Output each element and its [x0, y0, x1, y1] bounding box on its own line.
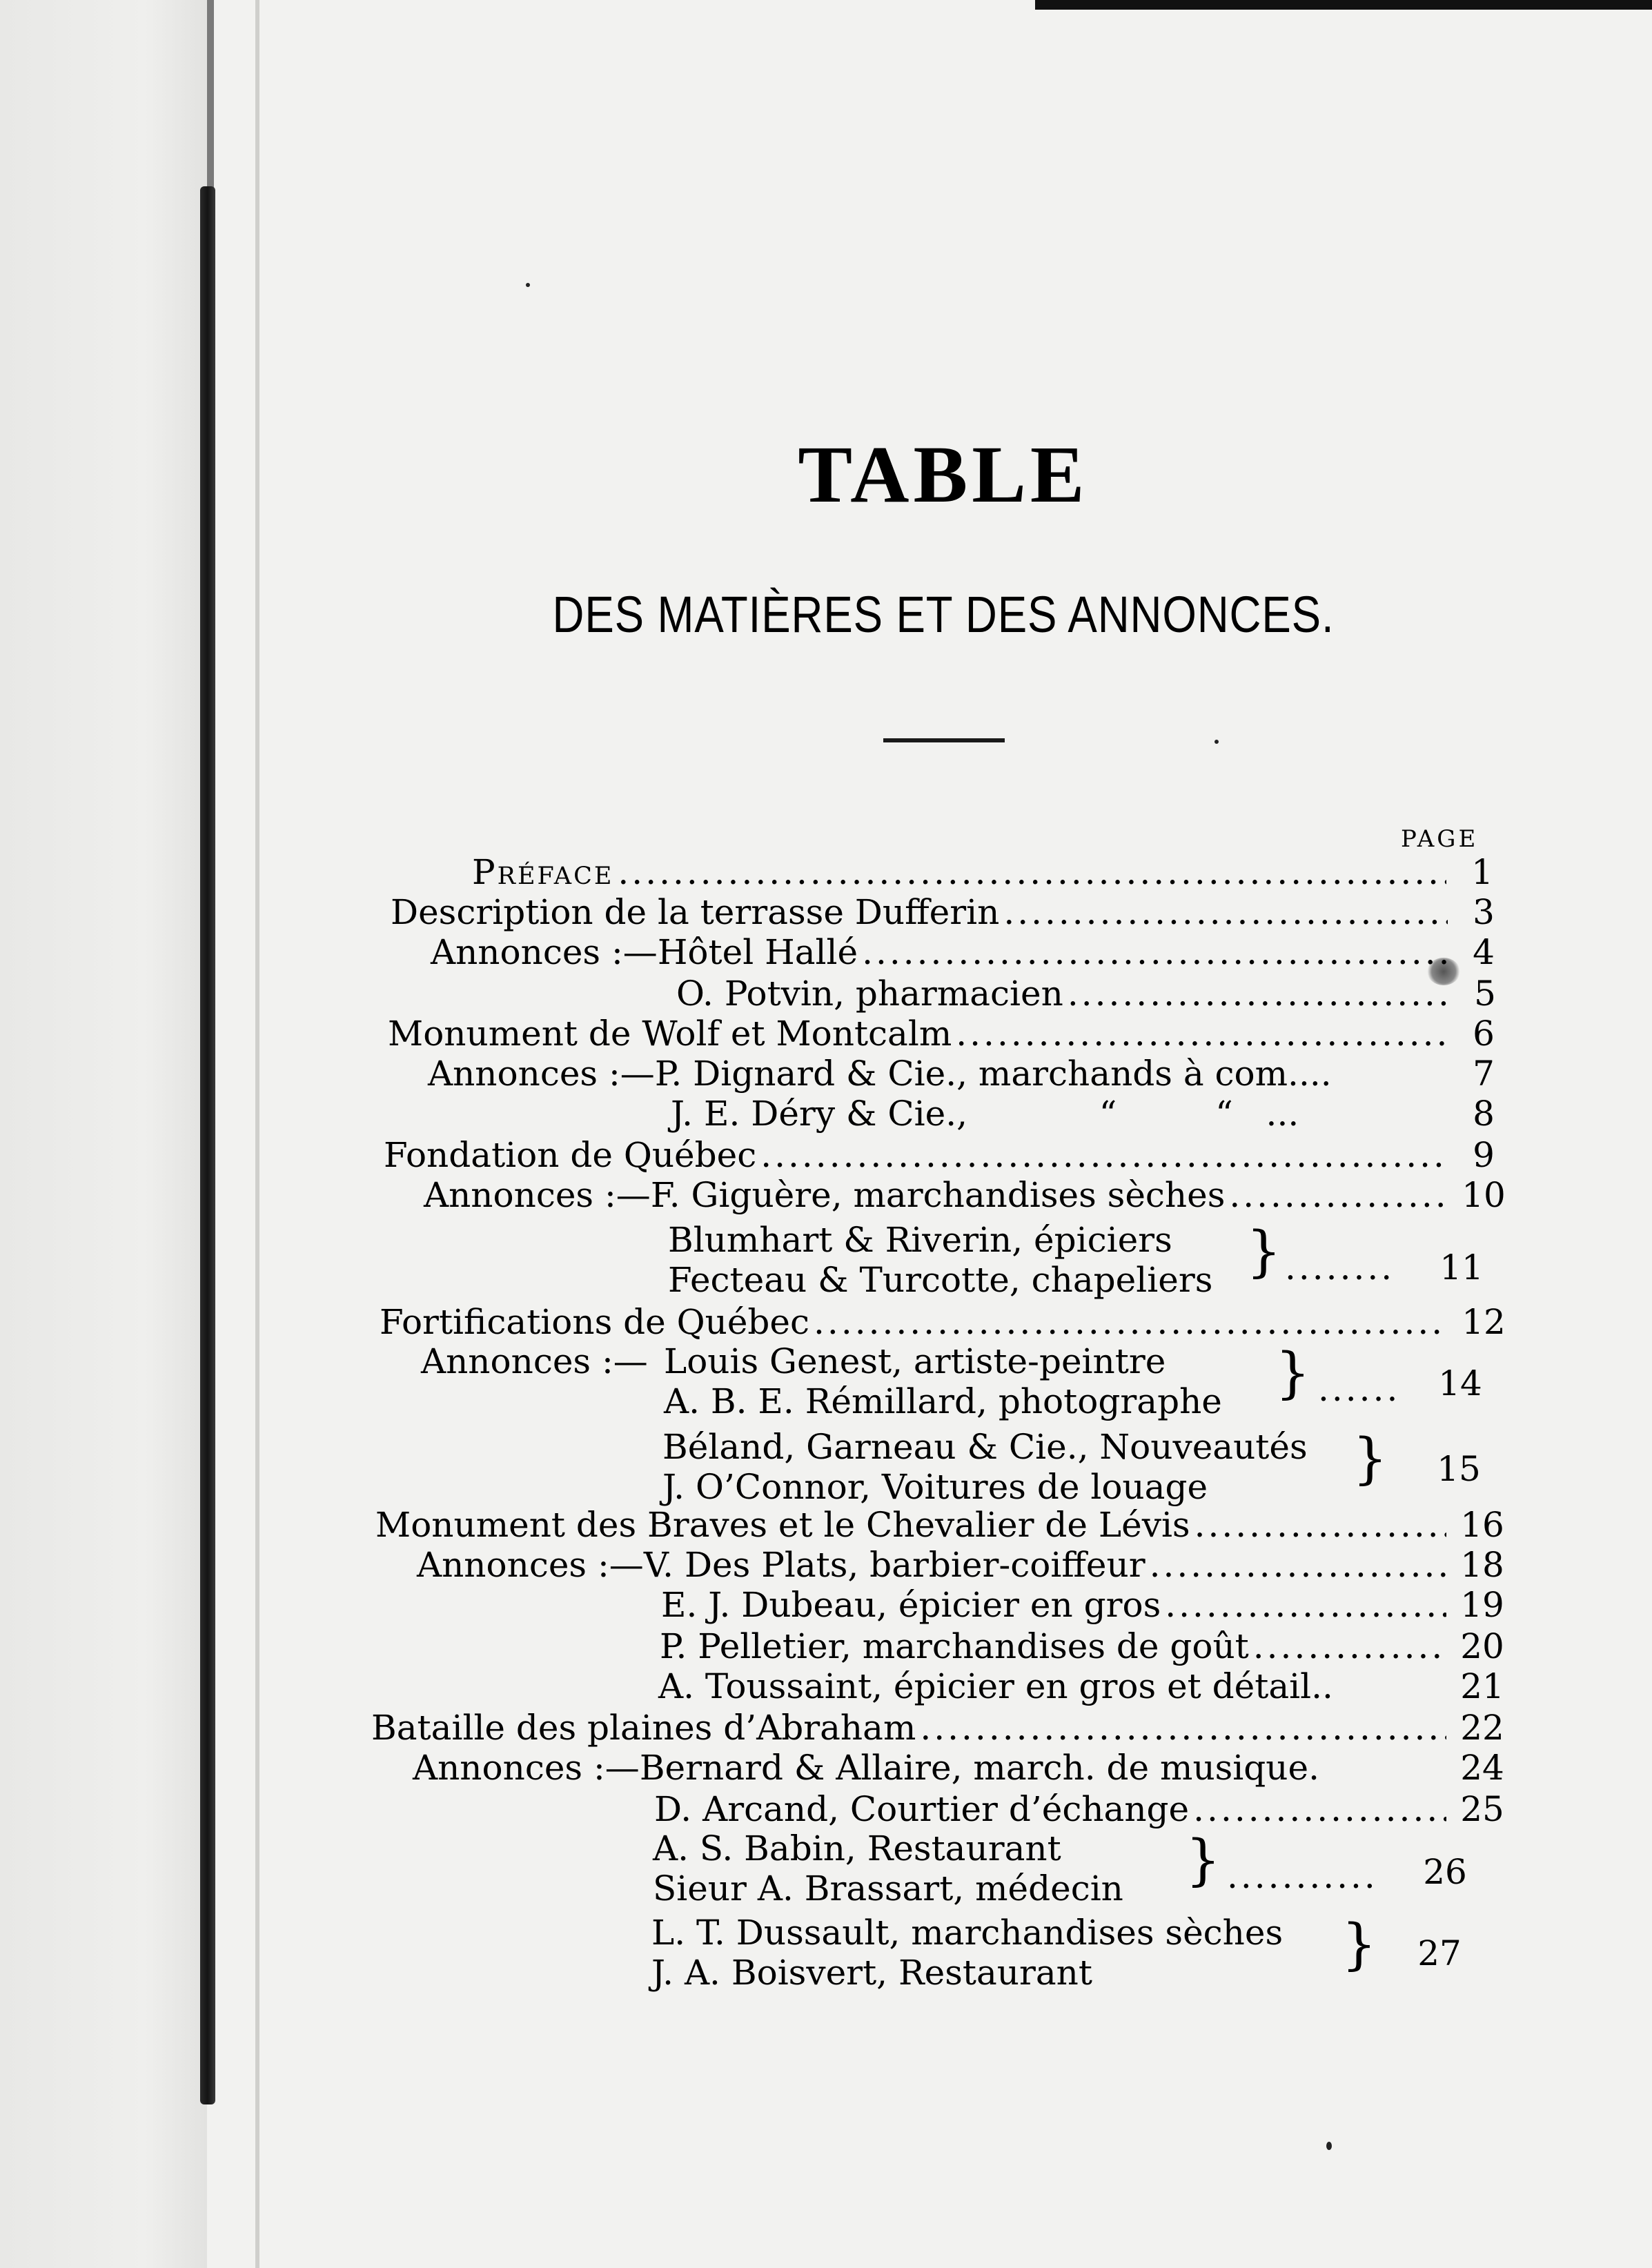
leader-dots: ........... — [1227, 1856, 1378, 1896]
toc-entry — [380, 1301, 1511, 1343]
leader-dots — [618, 851, 1446, 893]
scan-border — [1035, 0, 1652, 10]
toc-group — [421, 1341, 648, 1381]
entry-title: J. A. Boisvert, Restaurant — [651, 1953, 1092, 1993]
entry-title: Sieur A. Brassart, médecin — [653, 1868, 1123, 1909]
toc-entry — [375, 1504, 1510, 1546]
entry-title: E. J. Dubeau, épicier en gros — [661, 1585, 1161, 1625]
binding-shadow — [207, 0, 214, 193]
leader-dots — [1193, 1788, 1446, 1830]
brace: } — [1246, 1219, 1281, 1283]
entry-page: 5 — [1474, 974, 1496, 1014]
entry-title: Bernard & Allaire, march. de musique. — [639, 1748, 1319, 1788]
toc-group — [668, 1220, 1212, 1300]
leader-dots — [1229, 1174, 1448, 1216]
entry-page: 3 — [1473, 892, 1495, 932]
entry-page: 18 — [1460, 1545, 1504, 1585]
leader-dots — [1194, 1504, 1446, 1546]
annonces-label: Annonces :— — [417, 1545, 644, 1585]
toc-entry — [671, 1093, 1511, 1134]
entry-page: 12 — [1462, 1302, 1506, 1342]
leader-dots — [956, 1013, 1448, 1054]
entry-page: 6 — [1473, 1014, 1495, 1054]
toc-entry — [431, 931, 1511, 973]
entry-title: J. O’Connor, Voitures de louage — [662, 1467, 1208, 1507]
toc-entry — [371, 1707, 1510, 1748]
toc-entry — [472, 851, 1510, 893]
entry-title: Monument de Wolf et Montcalm — [388, 1014, 952, 1054]
entry-title: Bataille des plaines d’Abraham — [371, 1708, 916, 1748]
entry-title: Description de la terrasse Dufferin — [391, 892, 1000, 932]
entry-title: F. Giguère, marchandises sèches — [650, 1175, 1226, 1215]
toc-entry — [658, 1666, 1510, 1707]
leader-dots — [1003, 891, 1448, 933]
entry-page: 11 — [1439, 1248, 1484, 1288]
annonces-label: Annonces :— — [424, 1175, 651, 1215]
leader-dots — [1253, 1626, 1446, 1667]
entry-page: 7 — [1473, 1054, 1495, 1094]
entry-title: A. S. Babin, Restaurant — [653, 1828, 1061, 1868]
toc-group — [653, 1828, 1123, 1909]
entry-page: 20 — [1460, 1626, 1504, 1666]
title-rule — [883, 738, 1005, 742]
leader-dots — [1068, 973, 1449, 1014]
entry-page: 19 — [1460, 1585, 1504, 1625]
toc-entry — [661, 1584, 1510, 1626]
entry-page: 27 — [1417, 1933, 1462, 1973]
annonces-label: Annonces :— — [421, 1341, 648, 1381]
leader-dots — [1150, 1544, 1446, 1586]
leader-dots: ........ — [1285, 1248, 1395, 1288]
page-subtitle: DES MATIÈRES ET DES ANNONCES. — [552, 586, 1335, 643]
entry-page: 25 — [1460, 1789, 1504, 1829]
entry-title: Hôtel Hallé — [657, 932, 858, 972]
entry-title: D. Arcand, Courtier d’échange — [654, 1789, 1190, 1829]
entry-page: 22 — [1460, 1708, 1504, 1748]
entry-title: A. B. E. Rémillard, photographe — [664, 1381, 1222, 1421]
entry-page: 1 — [1471, 852, 1493, 892]
entry-title: O. Potvin, pharmacien — [676, 974, 1063, 1014]
entry-page: 8 — [1473, 1094, 1495, 1134]
entry-title: Monument des Braves et le Chevalier de Lévis — [375, 1505, 1190, 1545]
toc-entry — [660, 1626, 1510, 1667]
toc-entry — [424, 1174, 1511, 1216]
speck — [1215, 740, 1219, 744]
toc-entry — [391, 891, 1511, 933]
toc-entry — [676, 973, 1513, 1014]
entry-title: P. Pelletier, marchandises de goût — [660, 1626, 1249, 1666]
entry-title: Fondation de Québec — [384, 1135, 757, 1175]
toc-entry — [413, 1747, 1510, 1788]
speck — [1326, 2142, 1332, 2150]
speck — [526, 283, 530, 287]
leader-dots — [1165, 1584, 1446, 1626]
entry-page: 9 — [1473, 1135, 1495, 1175]
entry-page: 16 — [1460, 1505, 1504, 1545]
entry-page: 10 — [1462, 1175, 1506, 1215]
entry-title: V. Des Plats, barbier-coiffeur — [643, 1545, 1145, 1585]
annonces-label: Annonces :— — [428, 1054, 655, 1094]
entry-title: Préface — [472, 852, 614, 892]
entry-title: Blumhart & Riverin, épiciers — [668, 1220, 1172, 1260]
toc-group — [662, 1427, 1308, 1507]
entry-title: A. Toussaint, épicier en gros et détail.. — [658, 1666, 1333, 1706]
entry-page: 24 — [1460, 1748, 1504, 1788]
toc-group — [651, 1913, 1283, 1993]
facing-page-edge — [0, 0, 207, 2268]
entry-title: Louis Genest, artiste-peintre — [664, 1341, 1166, 1381]
entry-page: 15 — [1437, 1449, 1481, 1489]
entry-title: Fecteau & Turcotte, chapeliers — [668, 1260, 1213, 1300]
leader-dots — [920, 1707, 1446, 1748]
annonces-label: Annonces :— — [413, 1748, 640, 1788]
leader-dots: ...... — [1318, 1369, 1401, 1409]
page-column-header: PAGE — [1401, 825, 1479, 853]
page-title: TABLE — [798, 429, 1089, 520]
brace: } — [1186, 1828, 1221, 1892]
annonces-label: Annonces :— — [431, 932, 658, 972]
brace: } — [1341, 1912, 1377, 1976]
brace: } — [1353, 1426, 1388, 1490]
entry-title: Béland, Garneau & Cie., Nouveautés — [662, 1427, 1308, 1467]
toc-entry — [384, 1134, 1511, 1176]
entry-title: J. E. Déry & Cie., “ “ ... — [671, 1094, 1299, 1134]
entry-page: 26 — [1423, 1852, 1467, 1892]
toc-entry — [388, 1013, 1511, 1054]
toc-entry — [654, 1788, 1510, 1830]
toc-entry — [428, 1053, 1511, 1094]
entry-title: Fortifications de Québec — [380, 1302, 810, 1342]
leader-dots — [760, 1134, 1448, 1176]
entry-page: 21 — [1460, 1666, 1504, 1706]
leader-dots — [814, 1301, 1448, 1343]
entry-title: L. T. Dussault, marchandises sèches — [651, 1913, 1284, 1953]
brace: } — [1275, 1341, 1310, 1405]
toc-entry — [417, 1544, 1510, 1586]
page-edge — [255, 0, 259, 2268]
entry-page: 14 — [1438, 1363, 1482, 1403]
leader-dots — [862, 931, 1448, 973]
entry-page: 4 — [1473, 932, 1495, 972]
entry-title: P. Dignard & Cie., marchands à com.... — [654, 1054, 1332, 1094]
toc-group — [664, 1341, 1222, 1421]
